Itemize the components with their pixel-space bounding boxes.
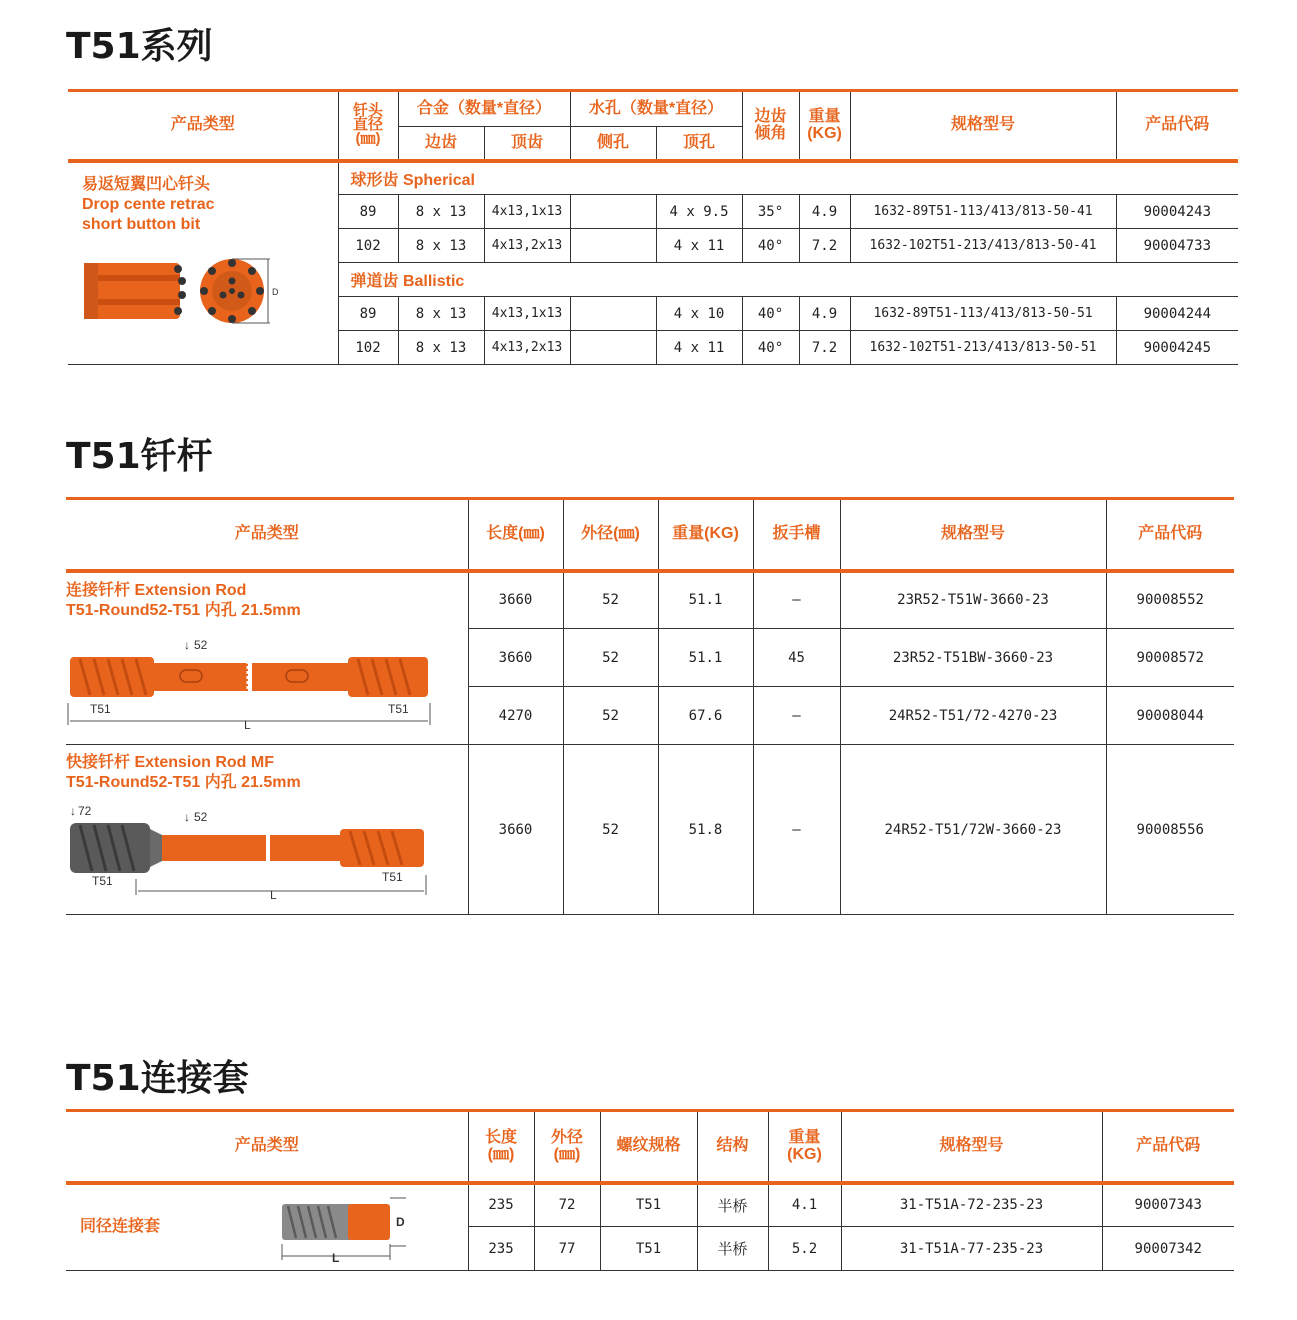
cell-angle: 40°	[742, 297, 799, 331]
cell-wrench: –	[753, 687, 840, 745]
cell-code: 90007342	[1102, 1227, 1234, 1271]
cell-alloy-side: 8 x 13	[398, 229, 484, 263]
section-title-t51-rod: T51钎杆	[66, 436, 213, 477]
cell-weight: 7.2	[799, 331, 850, 365]
header-wrench: 扳手槽	[753, 499, 840, 571]
cell-od: 77	[534, 1227, 600, 1271]
cell-code: 90008556	[1106, 745, 1234, 915]
cell-weight: 67.6	[658, 687, 753, 745]
svg-text:↓: ↓	[70, 804, 76, 818]
section-title-t51-coupling: T51连接套	[66, 1058, 249, 1099]
cell-angle: 35°	[742, 195, 799, 229]
header-product-type: 产品类型	[66, 499, 468, 571]
coupling-length-label: L	[332, 1251, 340, 1265]
header-hole-side: 侧孔	[570, 127, 656, 161]
rod1-name-line2: T51-Round52-T51 内孔 21.5mm	[66, 601, 301, 619]
rod-product-cell	[66, 571, 468, 745]
cell-wrench: –	[753, 745, 840, 915]
cell-spec: 31-T51A-77-235-23	[841, 1227, 1102, 1271]
rod1-right-label: T51	[388, 701, 409, 716]
cell-length: 235	[468, 1183, 534, 1227]
header-hole-top: 顶孔	[656, 127, 742, 161]
cell-code: 90008572	[1106, 629, 1234, 687]
cell-code: 90004245	[1116, 331, 1238, 365]
rod1-dia-label: 52	[194, 637, 208, 652]
header-code: 产品代码	[1102, 1111, 1234, 1183]
cell-dia: 89	[338, 195, 398, 229]
coupling-name: 同径连接套	[80, 1218, 161, 1236]
coupling-dia-label: D	[396, 1215, 405, 1230]
cell-length: 3660	[468, 629, 563, 687]
header-thread: 螺纹规格	[600, 1111, 697, 1183]
header-product-type: 产品类型	[68, 91, 338, 161]
table-row	[66, 1183, 1234, 1227]
cell-od: 52	[563, 629, 658, 687]
table-row	[66, 745, 1234, 915]
cell-weight: 7.2	[799, 229, 850, 263]
cell-alloy-top: 4x13,1x13	[484, 297, 570, 331]
header-angle: 边齿 倾角	[742, 91, 799, 161]
cell-weight: 51.1	[658, 629, 753, 687]
cell-wrench: –	[753, 571, 840, 629]
cell-hole-top: 4 x 9.5	[656, 195, 742, 229]
cell-alloy-top: 4x13,2x13	[484, 229, 570, 263]
bit-name-cn: 易返短翼凹心钎头	[82, 175, 211, 193]
header-bit-diameter: 钎头 直径 (㎜)	[338, 91, 398, 161]
rod1-name-line1: 连接钎杆 Extension Rod	[66, 581, 247, 599]
rod2-dia-label: 52	[194, 810, 208, 824]
extension-rod-mf-diagram	[66, 803, 466, 903]
header-weight: 重量 (KG)	[799, 91, 850, 161]
header-outer-diameter: 外径(㎜)	[563, 499, 658, 571]
header-spec: 规格型号	[840, 499, 1106, 571]
t51-bit-table	[68, 89, 1238, 365]
header-length: 长度(㎜)	[468, 499, 563, 571]
cell-od: 52	[563, 687, 658, 745]
cell-angle: 40°	[742, 331, 799, 365]
rod1-left-label: T51	[90, 701, 111, 716]
cell-structure: 半桥	[697, 1183, 768, 1227]
header-structure: 结构	[697, 1111, 768, 1183]
header-spec: 规格型号	[841, 1111, 1102, 1183]
cell-weight: 51.8	[658, 745, 753, 915]
header-spec: 规格型号	[850, 91, 1116, 161]
cell-hole-top: 4 x 11	[656, 229, 742, 263]
cell-spec: 1632-89T51-113/413/813-50-51	[850, 297, 1116, 331]
rod2-left-label: T51	[92, 874, 113, 888]
rod2-name-line2: T51-Round52-T51 内孔 21.5mm	[66, 774, 301, 791]
cell-od: 52	[563, 745, 658, 915]
cell-hole-side	[570, 229, 656, 263]
rod-mf-product-cell	[66, 745, 468, 915]
cell-hole-top: 4 x 10	[656, 297, 742, 331]
rod2-name-line1: 快接钎杆 Extension Rod MF	[66, 754, 275, 771]
bit-diagram	[82, 255, 282, 327]
t51-coupling-table	[66, 1109, 1234, 1271]
cell-alloy-side: 8 x 13	[398, 331, 484, 365]
cell-alloy-side: 8 x 13	[398, 297, 484, 331]
cell-hole-side	[570, 297, 656, 331]
t51-rod-table	[66, 497, 1234, 915]
header-code: 产品代码	[1116, 91, 1238, 161]
cell-alloy-side: 8 x 13	[398, 195, 484, 229]
cell-structure: 半桥	[697, 1227, 768, 1271]
cell-wrench: 45	[753, 629, 840, 687]
header-product-type: 产品类型	[66, 1111, 468, 1183]
cell-weight: 51.1	[658, 571, 753, 629]
header-alloy-side: 边齿	[398, 127, 484, 161]
section-title-t51-series: T51系列	[66, 26, 213, 67]
group-ballistic: 弹道齿 Ballistic	[338, 263, 1238, 297]
header-weight: 重量 (KG)	[768, 1111, 841, 1183]
cell-od: 72	[534, 1183, 600, 1227]
bit-diameter-label: D	[272, 286, 279, 297]
cell-length: 4270	[468, 687, 563, 745]
cell-code: 90008044	[1106, 687, 1234, 745]
cell-alloy-top: 4x13,1x13	[484, 195, 570, 229]
rod2-coupling-label: 72	[78, 804, 92, 818]
rod1-length-label: L	[244, 717, 251, 732]
cell-code: 90004244	[1116, 297, 1238, 331]
rod2-right-label: T51	[382, 870, 403, 884]
coupling-diagram	[260, 1190, 410, 1264]
cell-thread: T51	[600, 1227, 697, 1271]
cell-code: 90004243	[1116, 195, 1238, 229]
extension-rod-diagram	[66, 633, 466, 733]
bit-name-en1: Drop cente retrac	[82, 195, 215, 213]
cell-weight: 4.9	[799, 297, 850, 331]
cell-spec: 24R52-T51/72W-3660-23	[840, 745, 1106, 915]
cell-hole-side	[570, 195, 656, 229]
cell-spec: 23R52-T51W-3660-23	[840, 571, 1106, 629]
cell-spec: 1632-102T51-213/413/813-50-51	[850, 331, 1116, 365]
cell-code: 90004733	[1116, 229, 1238, 263]
header-code: 产品代码	[1106, 499, 1234, 571]
cell-weight: 5.2	[768, 1227, 841, 1271]
cell-dia: 102	[338, 229, 398, 263]
group-spherical: 球形齿 Spherical	[338, 161, 1238, 195]
cell-alloy-top: 4x13,2x13	[484, 331, 570, 365]
cell-weight: 4.9	[799, 195, 850, 229]
bit-product-cell	[68, 161, 338, 365]
header-alloy-top: 顶齿	[484, 127, 570, 161]
header-outer-diameter: 外径 (㎜)	[534, 1111, 600, 1183]
cell-hole-side	[570, 331, 656, 365]
cell-od: 52	[563, 571, 658, 629]
cell-code: 90007343	[1102, 1183, 1234, 1227]
cell-thread: T51	[600, 1183, 697, 1227]
cell-spec: 1632-89T51-113/413/813-50-41	[850, 195, 1116, 229]
header-length: 长度 (㎜)	[468, 1111, 534, 1183]
cell-spec: 31-T51A-72-235-23	[841, 1183, 1102, 1227]
cell-dia: 89	[338, 297, 398, 331]
cell-code: 90008552	[1106, 571, 1234, 629]
svg-text:↓: ↓	[184, 810, 190, 824]
cell-spec: 23R52-T51BW-3660-23	[840, 629, 1106, 687]
rod2-length-label: L	[270, 888, 277, 902]
cell-dia: 102	[338, 331, 398, 365]
cell-length: 3660	[468, 745, 563, 915]
header-weight: 重量(KG)	[658, 499, 753, 571]
header-water-hole: 水孔（数量*直径）	[570, 91, 742, 127]
table-row	[66, 571, 1234, 629]
cell-hole-top: 4 x 11	[656, 331, 742, 365]
cell-spec: 1632-102T51-213/413/813-50-41	[850, 229, 1116, 263]
cell-length: 3660	[468, 571, 563, 629]
cell-weight: 4.1	[768, 1183, 841, 1227]
header-alloy: 合金（数量*直径）	[398, 91, 570, 127]
bit-name-en2: short button bit	[82, 215, 201, 233]
svg-text:↓: ↓	[184, 637, 190, 652]
cell-angle: 40°	[742, 229, 799, 263]
coupling-product-cell	[66, 1183, 468, 1271]
cell-length: 235	[468, 1227, 534, 1271]
cell-spec: 24R52-T51/72-4270-23	[840, 687, 1106, 745]
